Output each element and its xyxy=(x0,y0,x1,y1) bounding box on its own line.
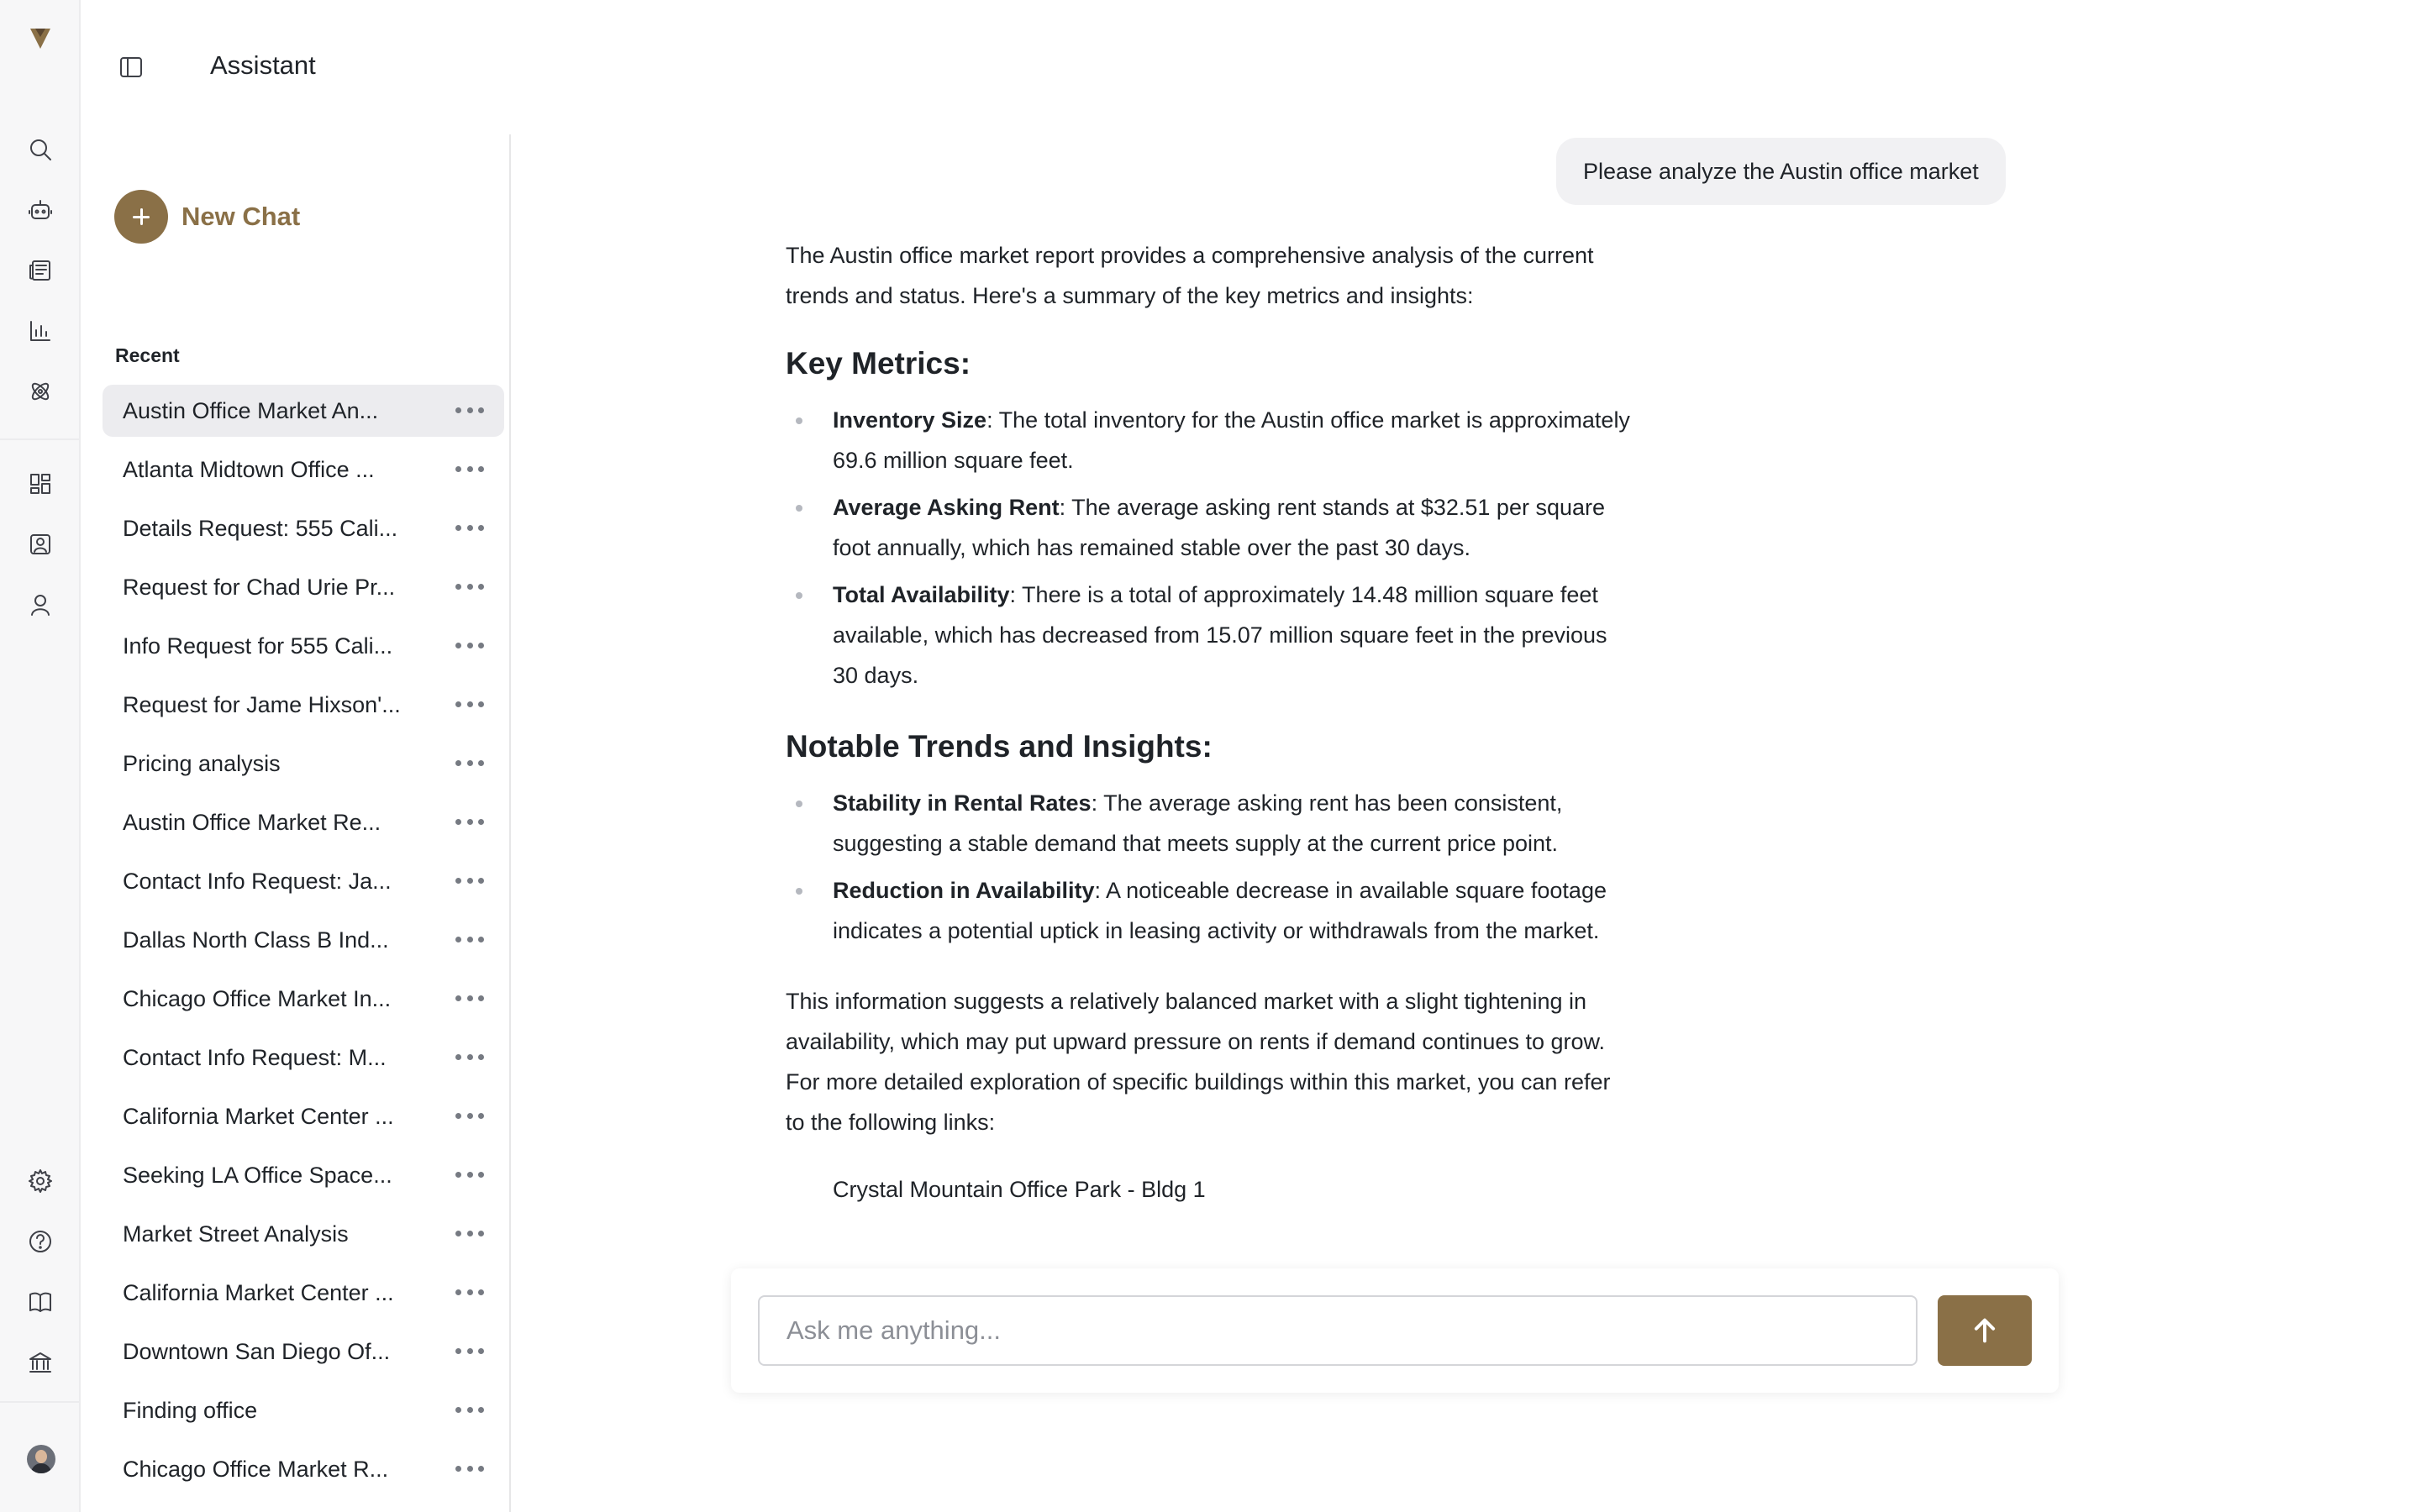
chat-history-item[interactable] xyxy=(103,1443,504,1495)
more-options-icon[interactable] xyxy=(455,580,484,593)
chat-history-item[interactable] xyxy=(103,1208,504,1260)
item-text: : The average asking rent has been consistent, suggesting a stable demand that meets supply at the current price point. xyxy=(833,790,1563,856)
chat-history-title: Chicago Office Market R... xyxy=(123,1456,389,1482)
chat-history-item[interactable] xyxy=(103,1267,504,1319)
assistant-message xyxy=(786,235,1634,1268)
more-options-icon[interactable] xyxy=(455,874,484,887)
metric-item xyxy=(786,575,1634,696)
metric-item xyxy=(786,400,1634,480)
more-options-icon[interactable] xyxy=(455,403,484,417)
arrow-up-icon xyxy=(1970,1315,2000,1346)
chat-sidebar xyxy=(81,134,511,1512)
search-icon[interactable] xyxy=(20,129,60,170)
chat-history-title: Atlanta Midtown Office ... xyxy=(123,456,375,482)
more-options-icon[interactable] xyxy=(455,1109,484,1122)
chat-history-item[interactable] xyxy=(103,561,504,613)
item-text: : There is a total of approximately 14.48 million square feet available, which has decreased from 15.07 million square feet in the previous 30 days. xyxy=(833,582,1607,688)
chat-history-title: Pricing analysis xyxy=(123,750,281,776)
chat-history-title: Contact Info Request: M... xyxy=(123,1044,387,1070)
bar-chart-icon[interactable] xyxy=(20,311,60,351)
more-options-icon[interactable] xyxy=(455,991,484,1005)
new-chat-button[interactable] xyxy=(114,190,300,244)
chat-history-item[interactable] xyxy=(103,620,504,672)
chat-history-title: Request for Chad Urie Pr... xyxy=(123,574,396,600)
chat-history-item[interactable] xyxy=(103,502,504,554)
chat-history-title: Request for Jame Hixson'... xyxy=(123,691,401,717)
rail-divider xyxy=(0,1401,81,1403)
chat-history-title: Market Street Analysis xyxy=(123,1221,349,1247)
more-options-icon[interactable] xyxy=(455,1050,484,1063)
gear-icon[interactable] xyxy=(20,1161,60,1201)
more-options-icon[interactable] xyxy=(455,638,484,652)
chat-history-item[interactable] xyxy=(103,385,504,437)
more-options-icon[interactable] xyxy=(455,1462,484,1475)
chat-history-item[interactable] xyxy=(103,738,504,790)
new-chat-label: New Chat xyxy=(182,202,301,231)
user-icon[interactable] xyxy=(20,585,60,625)
building-link[interactable]: Crystal Mountain Office Park - Bldg 1 xyxy=(833,1177,1206,1202)
dashboard-icon[interactable] xyxy=(20,464,60,504)
more-options-icon[interactable] xyxy=(455,1344,484,1357)
item-text: : The average asking rent stands at $32.51 per square foot annually, which has remained stable over the past 30 days. xyxy=(833,495,1606,560)
message-composer xyxy=(731,1268,2059,1393)
chat-history-item[interactable] xyxy=(103,914,504,966)
book-icon[interactable] xyxy=(20,1282,60,1322)
answer-conclusion: This information suggests a relatively balanced market with a slight tightening in availability, which may put upward pressure on rents if demand continues to grow. For more detailed exploration of specific buildings within this market, you can refer to the following links: xyxy=(786,989,1611,1135)
send-button[interactable] xyxy=(1938,1295,2032,1366)
chat-history-title: Chicago Office Market In... xyxy=(123,985,392,1011)
more-options-icon[interactable] xyxy=(455,815,484,828)
avatar[interactable] xyxy=(27,1445,55,1473)
rail-divider xyxy=(0,438,81,440)
more-options-icon[interactable] xyxy=(455,756,484,769)
chat-history-item[interactable] xyxy=(103,1326,504,1378)
chat-history-title: Contact Info Request: Ja... xyxy=(123,868,392,894)
chat-history-item[interactable] xyxy=(103,444,504,496)
chat-history-item[interactable] xyxy=(103,1149,504,1201)
more-options-icon[interactable] xyxy=(455,521,484,534)
recent-heading: Recent xyxy=(115,344,180,366)
item-term: Reduction in Availability xyxy=(833,878,1095,903)
trends-list xyxy=(786,783,1634,951)
newspaper-icon[interactable] xyxy=(20,250,60,291)
more-options-icon[interactable] xyxy=(455,932,484,946)
chat-history-title: Dallas North Class B Ind... xyxy=(123,927,389,953)
chat-history-title: Austin Office Market Re... xyxy=(123,809,381,835)
more-options-icon[interactable] xyxy=(455,1226,484,1240)
chat-history-title: Info Request for 555 Cali... xyxy=(123,633,393,659)
chat-history-title: Finding office xyxy=(123,1397,258,1423)
logo-icon[interactable] xyxy=(20,18,60,59)
help-icon[interactable] xyxy=(20,1221,60,1262)
chat-history-item[interactable] xyxy=(103,796,504,848)
chat-history-item[interactable] xyxy=(103,1032,504,1084)
page-title: Assistant xyxy=(210,50,316,80)
bank-icon[interactable] xyxy=(20,1342,60,1383)
robot-icon[interactable] xyxy=(20,190,60,230)
chat-history-item[interactable] xyxy=(103,973,504,1025)
item-term: Total Availability xyxy=(833,582,1010,607)
contacts-icon[interactable] xyxy=(20,524,60,564)
chat-history-title: California Market Center ... xyxy=(123,1103,394,1129)
user-message: Please analyze the Austin office market xyxy=(1556,138,2006,205)
chat-history-item[interactable] xyxy=(103,1090,504,1142)
metrics-list xyxy=(786,400,1634,696)
more-options-icon[interactable] xyxy=(455,1285,484,1299)
sidebar-toggle-icon[interactable] xyxy=(116,52,146,82)
trend-item xyxy=(786,783,1634,864)
atom-icon[interactable] xyxy=(20,371,60,412)
item-term: Inventory Size xyxy=(833,407,987,433)
more-options-icon[interactable] xyxy=(455,462,484,475)
chat-history-title: Austin Office Market An... xyxy=(123,397,379,423)
more-options-icon[interactable] xyxy=(455,1168,484,1181)
answer-intro: The Austin office market report provides a comprehensive analysis of the current trends and status. Here's a summary of the key metrics and insights: xyxy=(786,243,1594,308)
plus-icon xyxy=(114,190,168,244)
item-term: Stability in Rental Rates xyxy=(833,790,1092,816)
item-text: : The total inventory for the Austin office market is approximately 69.6 million square feet. xyxy=(833,407,1630,473)
chat-history-list xyxy=(103,385,504,1502)
more-options-icon[interactable] xyxy=(455,1403,484,1416)
item-term: Average Asking Rent xyxy=(833,495,1060,520)
trends-heading: Notable Trends and Insights: xyxy=(786,729,1213,764)
chat-history-title: Seeking LA Office Space... xyxy=(123,1162,392,1188)
chat-history-title: Details Request: 555 Cali... xyxy=(123,515,398,541)
trend-item xyxy=(786,870,1634,951)
chat-history-title: California Market Center ... xyxy=(123,1279,394,1305)
chat-input[interactable] xyxy=(758,1295,1918,1366)
metrics-heading: Key Metrics: xyxy=(786,346,971,381)
chat-history-item[interactable] xyxy=(103,679,504,731)
chat-history-item[interactable] xyxy=(103,1384,504,1436)
more-options-icon[interactable] xyxy=(455,697,484,711)
chat-history-title: Downtown San Diego Of... xyxy=(123,1338,391,1364)
icon-rail xyxy=(0,0,81,1512)
item-text: : A noticeable decrease in available square footage indicates a potential uptick in leasing activity or withdrawals from the market. xyxy=(833,878,1607,943)
chat-history-item[interactable] xyxy=(103,855,504,907)
metric-item xyxy=(786,487,1634,568)
